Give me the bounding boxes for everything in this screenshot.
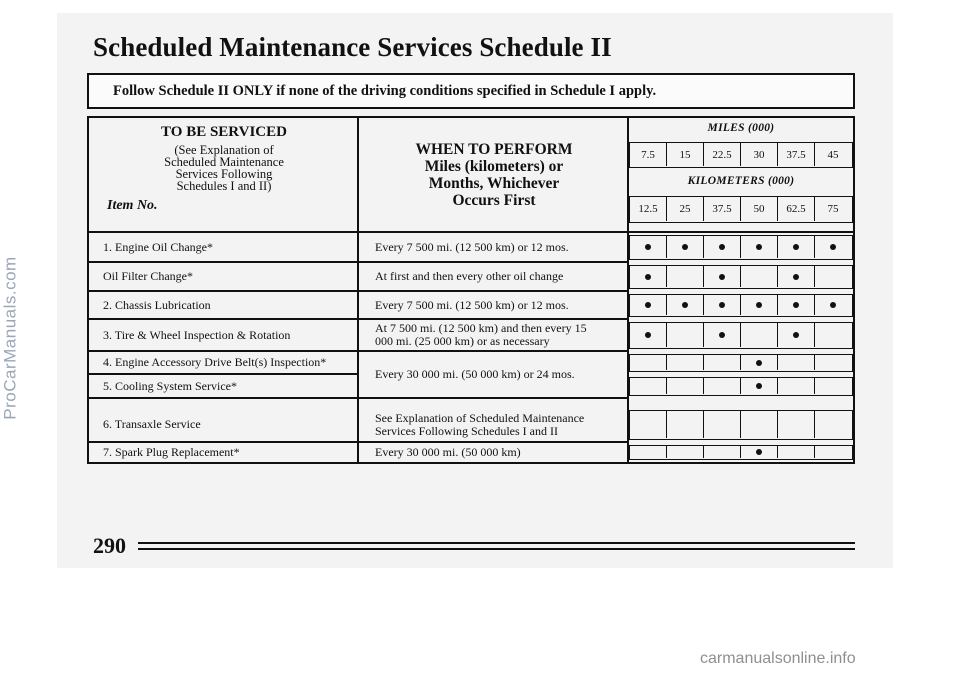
kilometers-interval: 62.5 [777,197,814,221]
miles-header: MILES (000) [707,122,775,134]
service-item: 4. Engine Accessory Drive Belt(s) Inspection* [103,355,327,369]
schedule-cell [814,355,851,370]
service-due-dot [645,244,651,250]
miles-interval-row [629,142,853,168]
schedule-cell [814,236,851,258]
schedule-cell [703,295,740,315]
service-item: 5. Cooling System Service* [103,378,237,393]
schedule-cell [740,236,777,258]
schedule-cell [740,323,777,347]
miles-interval: 37.5 [777,143,814,166]
service-due-dot [719,244,725,250]
kilometers-interval: 25 [666,197,703,221]
schedule-notice [87,73,855,109]
notice-text: Follow Schedule II ONLY if none of the driving conditions specified in Schedule I apply. [113,82,657,99]
schedule-cell [814,323,851,347]
service-item: 6. Transaxle Service [103,417,201,431]
miles-interval: 22.5 [703,143,740,166]
schedule-marks-row [629,410,853,440]
miles-interval: 45 [814,143,851,166]
to-be-serviced-header [89,124,359,192]
schedule-marks-row [629,377,853,396]
miles-interval: 30 [740,143,777,166]
schedule-cell [703,236,740,258]
schedule-cell [666,295,703,315]
kilometers-interval: 50 [740,197,777,221]
schedule-marks-row [629,235,853,260]
kilometers-header: KILOMETERS (000) [687,175,795,187]
schedule-cell [666,378,703,394]
schedule-marks-row [629,294,853,317]
service-due-dot [719,302,725,308]
schedule-cell [630,378,666,394]
side-watermark [0,0,22,675]
service-interval: At 7 500 mi. (12 500 km) and then every 15 000 mi. (25 000 km) or as necessary [375,321,587,348]
service-due-dot [793,302,799,308]
kilometers-interval-row [629,196,853,223]
schedule-cell [814,411,851,438]
service-due-dot [756,302,762,308]
service-item: 7. Spark Plug Replacement* [103,444,240,459]
schedule-cell [777,295,814,315]
service-due-dot [793,332,799,338]
service-due-dot [719,274,725,280]
schedule-marks-row [629,354,853,372]
item-number-label: Item No. [107,198,158,213]
schedule-cell [777,266,814,287]
to-be-serviced-note-line: Schedules I and II) [176,179,272,193]
schedule-cell [630,295,666,315]
schedule-cell [814,446,851,458]
schedule-cell [703,446,740,458]
schedule-marks-row [629,445,853,460]
to-be-serviced-note-line: Services Following [175,167,273,181]
schedule-cell [814,266,851,287]
service-due-dot [793,244,799,250]
schedule-cell [666,236,703,258]
service-interval: Every 7 500 mi. (12 500 km) or 12 mos. [375,239,569,254]
miles-interval: 7.5 [641,148,655,161]
to-be-serviced-note-line: Scheduled Maintenance [164,155,284,169]
schedule-cell [777,236,814,258]
service-due-dot [719,332,725,338]
schedule-cell [740,295,777,315]
schedule-cell [666,323,703,347]
page-title: Scheduled Maintenance Services Schedule II [93,32,612,62]
service-due-dot [645,274,651,280]
service-due-dot [793,274,799,280]
schedule-cell [630,266,666,287]
service-due-dot [682,244,688,250]
kilometers-interval: 37.5 [703,197,740,221]
service-item: 1. Engine Oil Change* [103,239,213,254]
kilometers-interval: 12.5 [638,203,658,215]
schedule-cell [814,378,851,394]
miles-interval: 15 [666,143,703,166]
service-due-dot [756,360,762,366]
schedule-cell [777,446,814,458]
service-due-dot [682,302,688,308]
schedule-cell [630,323,666,347]
schedule-cell [666,446,703,458]
service-due-dot [645,302,651,308]
schedule-marks-row [629,265,853,289]
footer-rule [138,542,855,544]
service-interval: At first and then every other oil change [375,269,564,283]
schedule-cell [630,411,666,438]
schedule-cell [777,411,814,438]
service-interval: Every 30 000 mi. (50 000 km) [375,444,521,459]
when-to-perform-header [359,118,629,232]
to-be-serviced-title: TO BE SERVICED [161,124,287,140]
schedule-cell [703,411,740,438]
schedule-cell [740,378,777,394]
schedule-cell [740,266,777,287]
service-due-dot [830,302,836,308]
header-divider [89,231,853,233]
page-number: 290 [93,533,126,558]
schedule-cell [777,355,814,370]
schedule-cell [703,378,740,394]
service-due-dot [756,449,762,455]
schedule-cell [703,323,740,347]
service-interval: See Explanation of Scheduled Maintenance Services Following Schedules I and II [375,410,585,438]
kilometers-interval: 75 [814,197,851,221]
service-item: 2. Chassis Lubrication [103,297,211,312]
column-divider [357,118,359,462]
service-due-dot [645,332,651,338]
schedule-cell [777,323,814,347]
schedule-cell [630,236,666,258]
column-divider [627,118,629,462]
footer-rule [138,548,855,550]
schedule-cell [740,446,777,458]
when-to-perform-line: Miles (kilometers) or [424,158,564,175]
schedule-cell [814,295,851,315]
site-watermark: carmanualsonline.info [700,650,856,667]
schedule-cell [666,411,703,438]
schedule-marks-row [629,322,853,349]
schedule-cell [740,411,777,438]
when-to-perform-line: Occurs First [452,192,536,209]
schedule-cell [630,446,666,458]
service-due-dot [756,383,762,389]
schedule-table [87,116,855,464]
when-to-perform-line: Months, Whichever [428,175,560,192]
service-interval: Every 30 000 mi. (50 000 km) or 24 mos. [375,367,575,381]
service-due-dot [756,244,762,250]
schedule-cell [740,355,777,370]
schedule-cell [703,355,740,370]
schedule-cell [703,266,740,287]
service-item: Oil Filter Change* [103,269,193,283]
service-due-dot [830,244,836,250]
schedule-cell [630,355,666,370]
service-interval: Every 7 500 mi. (12 500 km) or 12 mos. [375,297,569,312]
to-be-serviced-note-line: (See Explanation of [174,143,274,157]
schedule-cell [666,355,703,370]
service-item: 3. Tire & Wheel Inspection & Rotation [103,327,291,342]
schedule-cell [666,266,703,287]
side-watermark-text: ProCarManuals.com [1,255,21,420]
when-to-perform-line: WHEN TO PERFORM [415,141,573,158]
schedule-cell [777,378,814,394]
